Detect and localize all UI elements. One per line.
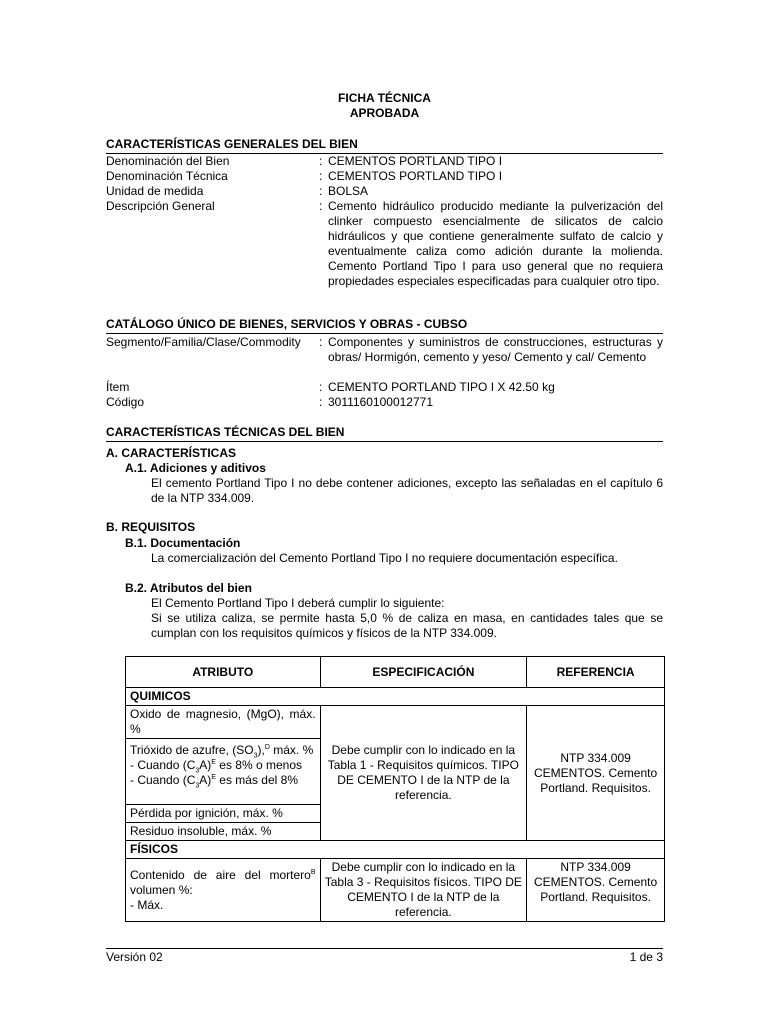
row-key: Descripción General — [106, 199, 215, 213]
doc-title-line1: FICHA TÉCNICA — [338, 91, 431, 105]
row-value: CEMENTOS PORTLAND TIPO I — [328, 169, 503, 183]
ref-quimicos: NTP 334.009 CEMENTOS. Cemento Portland. Requisitos. — [527, 706, 665, 841]
section-b1-title: B.1. Documentación — [125, 536, 241, 550]
quimicos-label: QUIMICOS — [126, 688, 665, 706]
attr-residuo: Residuo insoluble, máx. % — [126, 823, 321, 841]
section-b1-text: La comercialización del Cemento Portland Tipo I no requiere documentación específica. — [151, 551, 618, 565]
row-key: Unidad de medida — [106, 184, 204, 198]
attr-aire: Contenido de aire del mortero$^B$ volumen %: - Máx. — [126, 859, 321, 922]
attributes-table — [125, 656, 665, 922]
row-value: 3011160100012771 — [328, 395, 433, 409]
page-footer — [106, 948, 663, 964]
section-a-title: A. CARACTERÍSTICAS — [106, 446, 237, 460]
section-a1-title: A.1. Adiciones y aditivos — [125, 461, 266, 475]
row-value: Cemento hidráulico producido mediante la pulverización del clinker compuesto esencialmente de silicatos de calcio hidráulicos y que contiene generalmente sulfato de calcio y eventualmente caliza como adición durante la molienda. Cemento Portland Tipo I para uso general que no requiera propiedades especiales especificadas para cualquier otro tipo. — [328, 199, 663, 288]
section-b-title: B. REQUISITOS — [106, 520, 196, 534]
section-b2-text1: El Cemento Portland Tipo I deberá cumplir lo siguiente: — [151, 596, 445, 610]
footer-page-number: 1 de 3 — [629, 950, 663, 964]
section-a1-text: El cemento Portland Tipo I no debe contener adiciones, excepto las señaladas en el capítulo 6 de la NTP 334.009. — [151, 476, 663, 505]
header-atributo: ATRIBUTO — [126, 657, 321, 688]
footer-version: Versión 02 — [106, 950, 163, 964]
row-value: Componentes y suministros de construcciones, estructuras y obras/ Hormigón, cemento y yeso/ Cemento y cal/ Cemento — [328, 335, 663, 364]
doc-title-line2: APROBADA — [349, 106, 420, 120]
fisicos-label: FÍSICOS — [126, 841, 665, 859]
row-key: Código — [106, 395, 145, 409]
section-b2-title: B.2. Atributos del bien — [125, 581, 252, 595]
row-value: CEMENTOS PORTLAND TIPO I — [328, 154, 503, 168]
attr-so3: Trióxido de azufre, $(SO_3),^D$ máx. % - Cuando $(C_3A)^E$ es 8% o menos - Cuando $(C_3A)^E$ es más del 8% — [126, 739, 321, 805]
section-b2-text2: Si se utiliza caliza, se permite hasta 5,0 % de caliza en masa, en cantidades tales que se cumplan con los requisitos químicos y físicos de la NTP 334.009. — [151, 611, 663, 640]
table-header-row — [126, 657, 665, 688]
section-tecnicas-heading: CARACTERÍSTICAS TÉCNICAS DEL BIEN — [106, 425, 663, 442]
document-page: FICHA TÉCNICA APROBADA CARACTERÍSTICAS GENERALES DEL BIEN Denominación del Bien : CEMENTOS PORTLAND TIPO I Denominación Técnica : CEMENTOS PORTLAND TIPO I Unidad de medida : BOLSA Descripción General : Cemento hidráulico producido mediante la pulverización del clinker compuesto esencialmente de silicatos de calcio hidráulicos y que contiene generalmente sulfato de calcio y eventualmente caliza como adición durante la molienda. Cemento Portland Tipo I para uso general que no requiera propiedades especiales especificadas para cualquier otro tipo. CATÁLOGO ÚNICO DE BIENES, SERVICIOS Y OBRAS - CUBSO Segmento/Familia/Clase/Commodity : Componentes y suministros de construcciones, estructuras y obras/ Hormigón, cemento y yeso/ Cemento y cal/ Cemento Ítem : CEMENTO PORTLAND TIPO I X 42.50 kg Código : 3011160100012771 CARACTERÍSTICAS TÉCNICAS DEL BIEN A. CARACTERÍSTICAS A.1. Adiciones y aditivos El cemento Portland Tipo I no debe contener adiciones, excepto las señaladas en el capítulo 6 de la NTP 334.009. B. REQUISITOS B.1. Documentación La comercialización del Cemento Portland Tipo I no requiere documentación específica. B.2. Atributos del bien El Cemento Portland Tipo I deberá cumplir lo siguiente: Si se utiliza caliza, se permite hasta 5,0 % de caliza en masa, en cantidades tales que se cumplan con los requisitos químicos y físicos de la NTP 334.009. ATRIBUTO ESPECIFICACIÓN REFERENCIA QUIMICOS Oxido de magnesio, (MgO), máx. % Debe cumplir con lo indicado en la Tabla 1 - Requisitos químicos. TIPO DE CEMENTO I de la NTP de la referencia. NTP 334.009 CEMENTOS. Cemento Portland. Requisitos. Trióxido de azufre, $(SO_3),^D$ máx. % - Cuando $(C_3A)^E$ es 8% o menos - Cuando $(C_3A)^E$ es más del 8% Pérdida por ignición, máx. % Residuo insoluble, máx. % FÍSICOS Contenido de aire del mortero$^B$ volumen %: - Máx. Debe cumplir con lo indicado en la Tabla 3 - Requisitos físicos. TIPO DE CEMENTO I de la NTP de la referencia. NTP 334.009 CEMENTOS. Cemento Portland. Requisitos. Versión 02 1 de 3 — [106, 91, 663, 964]
ref-fisicos: NTP 334.009 CEMENTOS. Cemento Portland. Requisitos. — [527, 859, 665, 922]
attr-ignicion: Pérdida por ignición, máx. % — [126, 805, 321, 823]
row-value: CEMENTO PORTLAND TIPO I X 42.50 kg — [328, 380, 555, 394]
row-value: BOLSA — [328, 184, 369, 198]
header-especificacion: ESPECIFICACIÓN — [320, 657, 527, 688]
spec-quimicos: Debe cumplir con lo indicado en la Tabla 1 - Requisitos químicos. TIPO DE CEMENTO I de la NTP de la referencia. — [320, 706, 527, 841]
table-row-quimicos-label — [126, 688, 665, 706]
row-key: Ítem — [106, 380, 130, 394]
spec-fisicos: Debe cumplir con lo indicado en la Tabla 3 - Requisitos físicos. TIPO DE CEMENTO I de la NTP de la referencia. — [320, 859, 527, 922]
row-key: Segmento/Familia/Clase/Commodity — [106, 335, 301, 349]
row-key: Denominación del Bien — [106, 154, 230, 168]
row-key: Denominación Técnica — [106, 169, 228, 183]
table-row — [126, 706, 665, 739]
section-general-heading: CARACTERÍSTICAS GENERALES DEL BIEN — [106, 137, 663, 154]
section-cubso-heading: CATÁLOGO ÚNICO DE BIENES, SERVICIOS Y OBRAS - CUBSO — [106, 317, 663, 334]
table-row — [126, 859, 665, 922]
table-row-fisicos-label — [126, 841, 665, 859]
attr-mgo: Oxido de magnesio, (MgO), máx. % — [126, 706, 321, 739]
header-referencia: REFERENCIA — [527, 657, 665, 688]
